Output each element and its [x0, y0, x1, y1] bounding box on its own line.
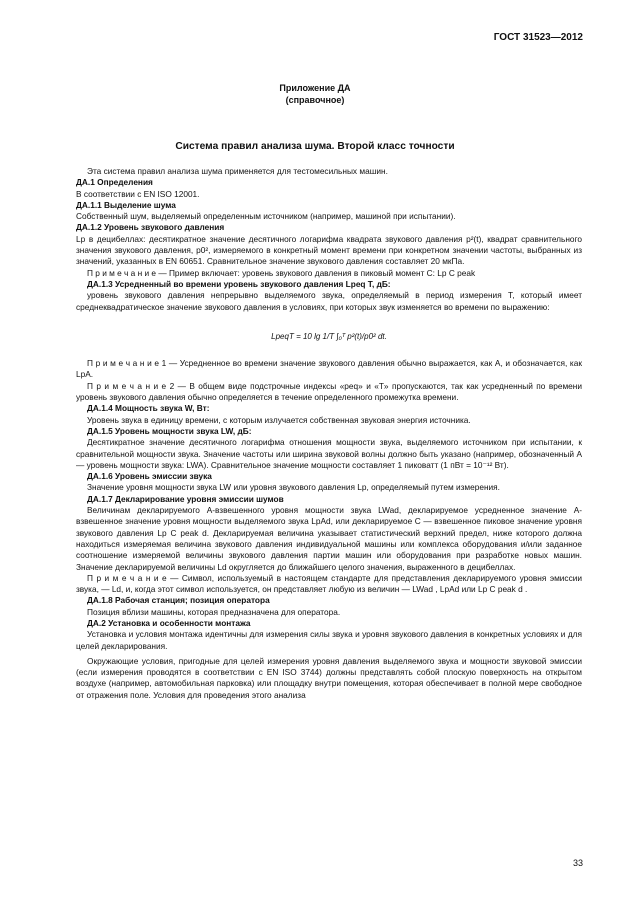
appendix-label: Приложение ДА [279, 83, 351, 93]
note: П р и м е ч а н и е — Символ, используемый в настоящем стандарте для представления декларируемого уровня эмиссии звука, — Ld, и, когда этот символ используется, он представляет любую из величин — LWad , LpAd или Lp C peak d . [76, 572, 582, 595]
document-title: Система правил анализа шума. Второй класс точности [175, 141, 455, 152]
section-heading: ДА.1.5 Уровень мощности звука LW, дБ: [87, 425, 252, 436]
paragraph: Десятикратное значение десятичного логарифма отношения мощности звука, выделяемого источником при испытании, к сравнительной мощности звука. Значение частоты или ширина звуковой волны должно быть указано (например, обозначенный A — уровень мощности звука: LWA). Сравнительное значение мощности составляет 1 пиковатт (1 пВт = 10⁻¹² Вт). [76, 437, 582, 470]
paragraph: Позиция вблизи машины, которая предназначена для оператора. [87, 606, 341, 617]
section-heading: ДА.1.4 Мощность звука W, Вт: [87, 403, 210, 414]
standard-header: ГОСТ 31523—2012 [493, 32, 583, 43]
section-heading: ДА.2 Установка и особенности монтажа [87, 617, 251, 628]
paragraph: Собственный шум, выделяемый определенным источником (например, машиной при испытании). [76, 211, 456, 222]
document-body [76, 166, 582, 701]
section-heading: ДА.1.1 Выделение шума [76, 199, 176, 210]
note: П р и м е ч а н и е — Пример включает: уровень звукового давления в пиковый момент С: Lp C peak [87, 267, 476, 278]
paragraph: Эта система правил анализа шума применяется для тестомесильных машин. [87, 166, 388, 176]
section-heading: ДА.1.3 Усредненный во времени уровень звукового давления Lpeq T, дБ: [87, 278, 391, 289]
page-number: 33 [572, 858, 583, 868]
section-heading: ДА.1.2 Уровень звукового давления [76, 222, 225, 233]
section-heading: ДА.1 Определения [76, 177, 153, 188]
appendix-type: (справочное) [285, 95, 345, 105]
note: П р и м е ч а н и е 1 — Усредненное во времени значение звукового давления обычно выражается, как A, и обозначается, как LpA. [76, 358, 582, 380]
section-heading: ДА.1.8 Рабочая станция; позиция оператора [87, 595, 270, 606]
paragraph: Lp в децибеллах: десятикратное значение десятичного логарифма квадрата звукового давления p²(t), квадрат сравнительного значения звукового давления, p0², измеряемого в конкретный момент времени при конкретном значении частоты, выбранных из значений, указанных в EN 60651. Сравнительное значение звукового давления составляет 20 мкПа. [76, 233, 582, 267]
appendix-heading [0, 82, 630, 106]
section-heading: ДА.1.7 Декларирование уровня эмиссии шумов [87, 493, 284, 504]
paragraph: Окружающие условия, пригодные для целей измерения уровня давления выделяемого звука и мощности звуковой эмиссии (если измерения проводятся в соответствии с EN ISO 3744) должны представлять собой плоскую поверхность на открытом воздухе (например, автомобильная парковка) или площадку внутри помещения, которая обеспечивает в полной мере свободное от отражения поле. Условия для проведения этого анализа [76, 655, 582, 700]
note: П р и м е ч а н и е 2 — В общем виде подстрочные индексы «peq» и «T» пропускаются, так как усредненный по времени уровень звукового давления обычно определяется в течение определенного промежутка времени. [76, 380, 582, 403]
formula: LpeqT = 10 lg 1/T ∫₀ᵀ p²(t)/p0² dt. [271, 331, 387, 341]
paragraph: Значение уровня мощности звука LW или уровня звукового давления Lp, определяемый путем измерения. [87, 482, 500, 493]
paragraph: уровень звукового давления непрерывно выделяемого звука, определяемый в период измерения T, который имеет среднеквадратическое значение звукового давления в условиях, при которых звук изменяется во времени по выражению: [76, 290, 582, 312]
paragraph: Установка и условия монтажа идентичны для измерения силы звука и уровня звукового давления в конкретных условиях и для целей декларирования. [76, 629, 582, 651]
paragraph: Величинам декларируемого A-взвешенного уровня мощности звука LWad, декларируемое усредненное значение A-взвешенное значение уровня мощности выделяемого звука LpAd, или декларируемое С — взвешенное пиковое значение уровня звукового давления Lp C peak d. Декларируемая величина указывает статистический верхний предел, ниже которого должна находиться измеряемая величина звукового давления индивидуальной машины или комплекса оборудования и/или заданное соотношение измеряемой величины звукового давления партии машин или оборудования при разработке новых машин. Значение декларируемой величины Ld округляется до ближайшего целого значения, выраженного в децибеллах. [76, 505, 582, 572]
paragraph: В соответствии с EN ISO 12001. [76, 188, 200, 199]
section-heading: ДА.1.6 Уровень эмиссии звука [87, 471, 212, 482]
paragraph: Уровень звука в единицу времени, с которым излучается собственная звуковая энергия источника. [87, 414, 471, 425]
